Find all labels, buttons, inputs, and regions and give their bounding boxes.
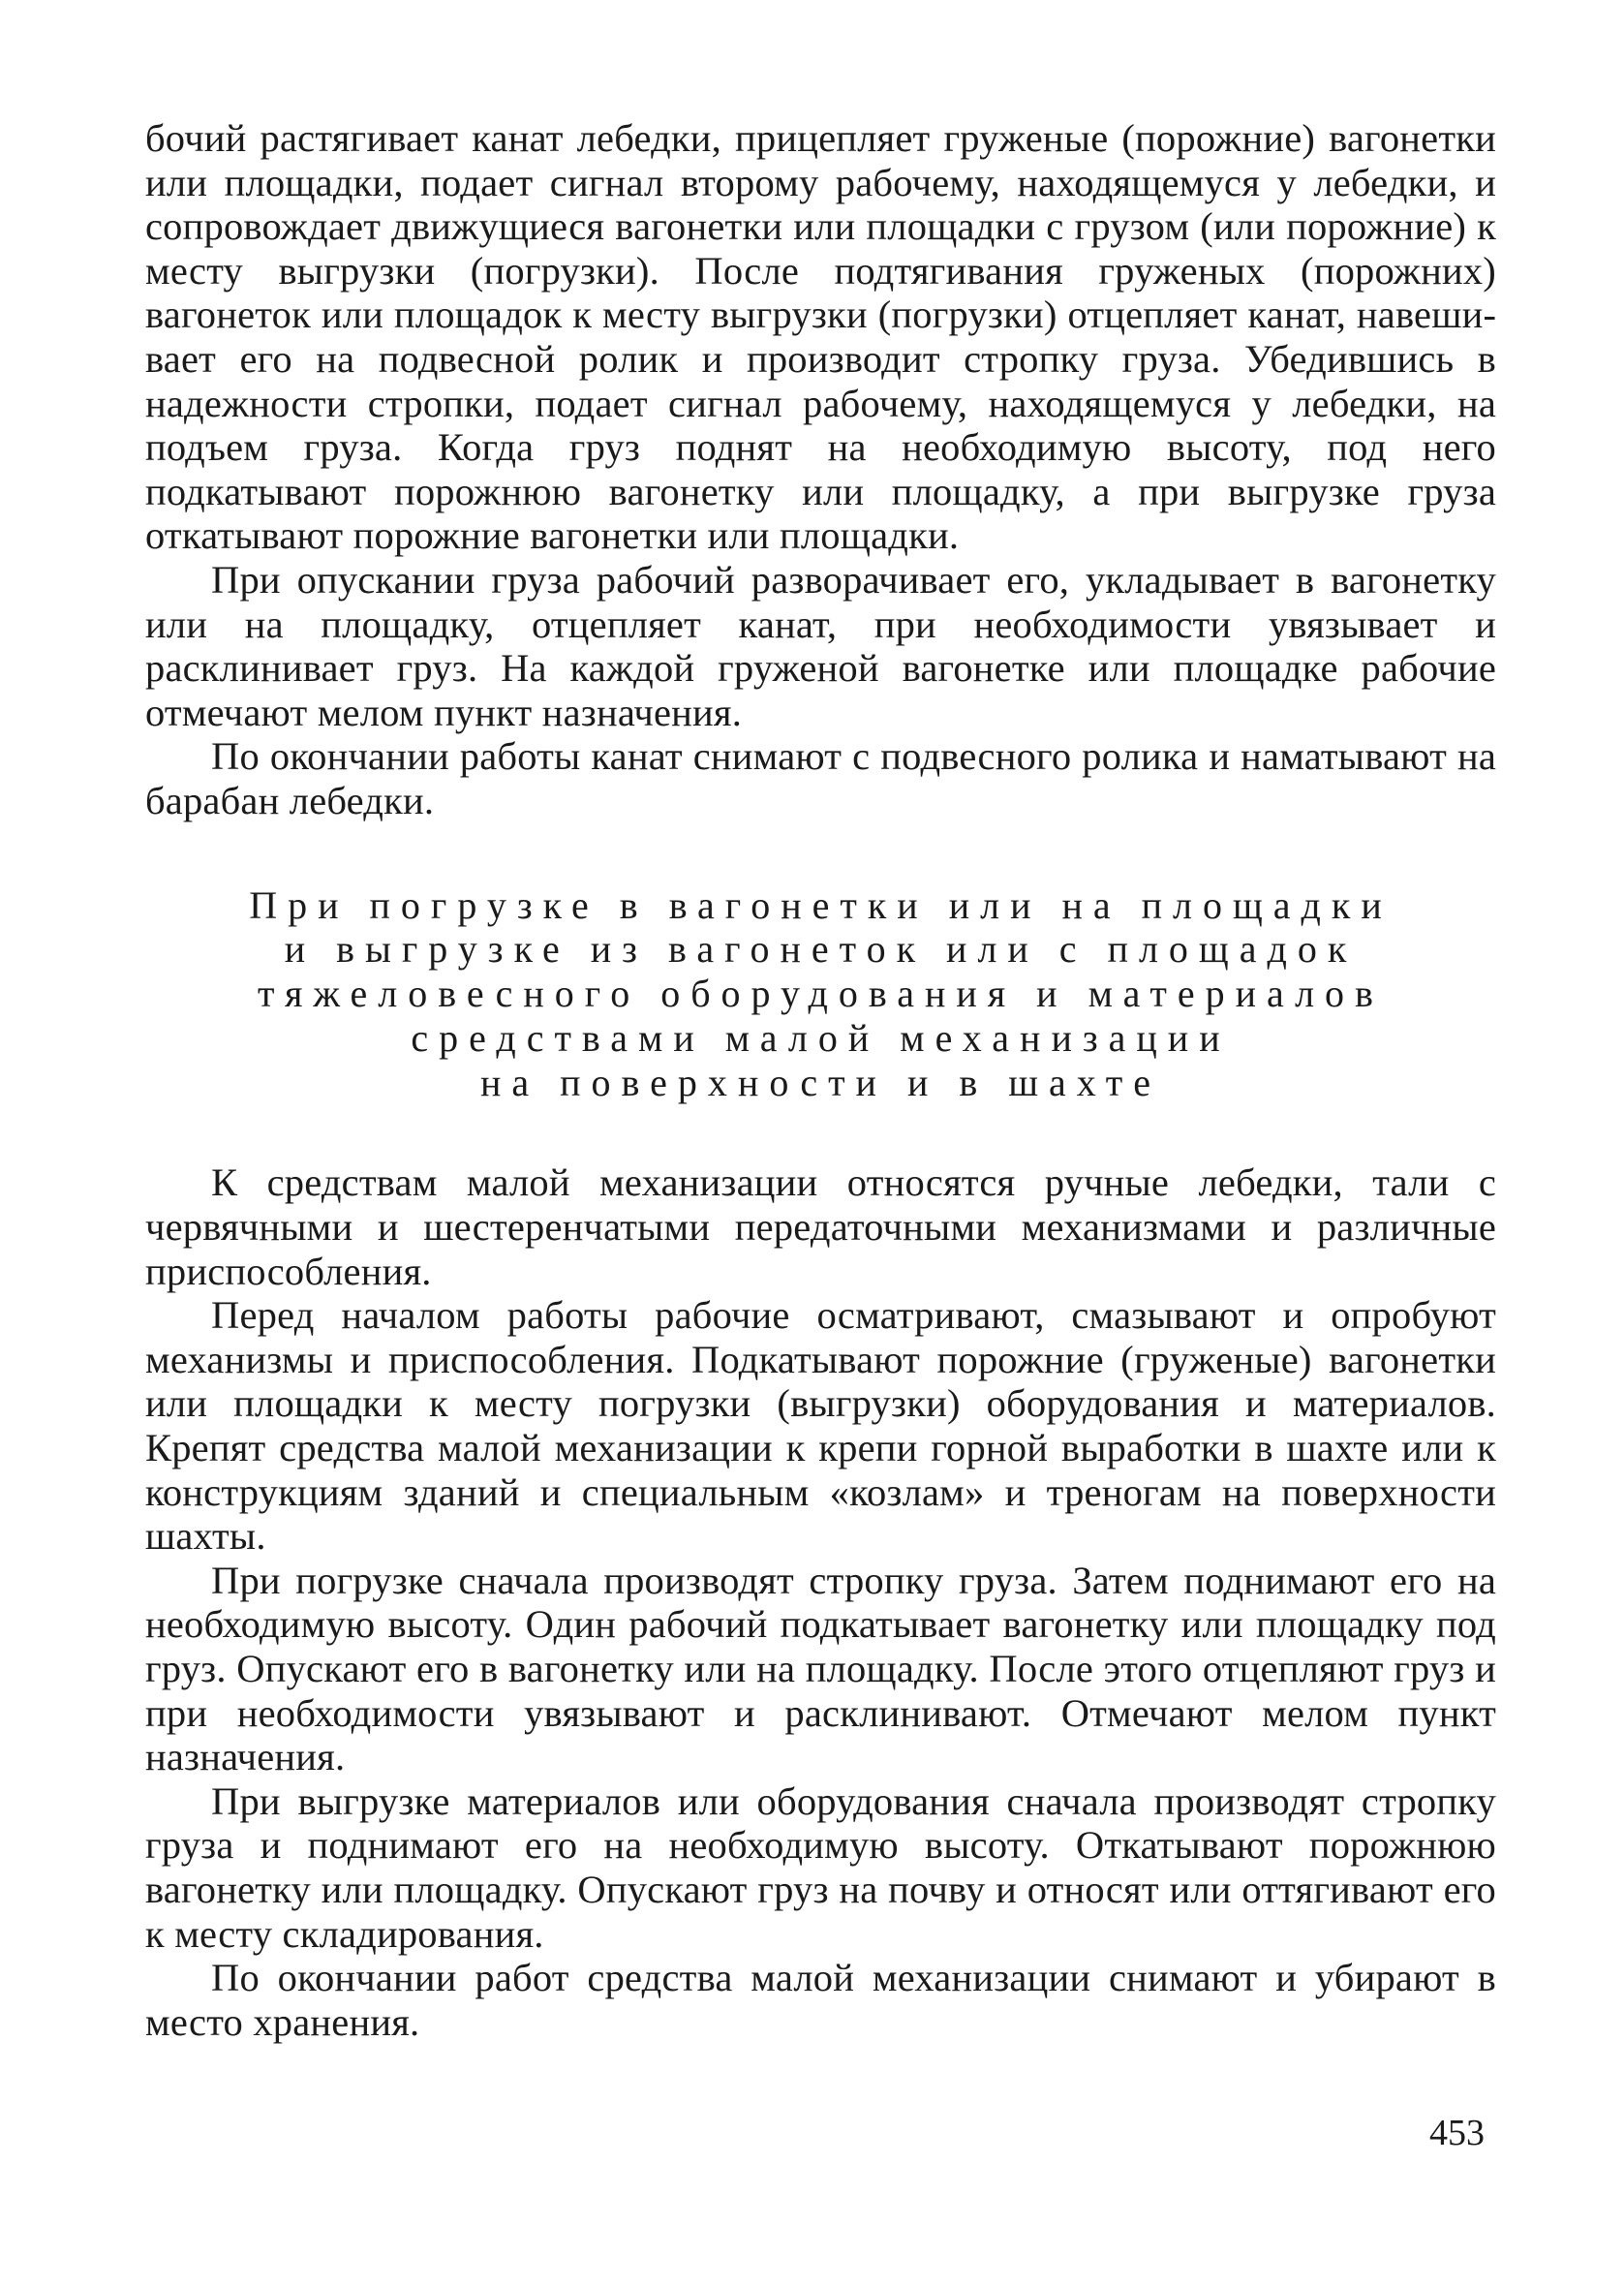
paragraph: По окончании работы канат снимают с подвесного ролика и наматывают на барабан лебедки. xyxy=(145,734,1496,822)
paragraph: При выгрузке материалов или оборудования сначала производят стропку груза и поднимают его на необходимую высоту. Откатывают порожнюю вагонетку или площадку. Опускают груз на почву и относят или оттягивают его к месту складирования. xyxy=(145,1778,1496,1956)
heading-line: и выгрузке из вагонеток или с площадок xyxy=(284,927,1358,972)
paragraph-continuation: бочий растягивает канат лебедки, прицепляет груженые (порожние) вагонетки или площадки, подает сигнал второму рабочему, находящемуся у лебедки, и сопровождает движущиеся вагонетки или площадки с грузом (или порожние) к месту выгрузки (погрузки). После подтягивания груженых (порожних) вагонеток или площадок к месту выгрузки (погрузки) отцепляет канат, навешивает его на подвесной ролик и производит стропку груза. Убедившись в надежности стропки, подает сигнал рабочему, находящемуся у лебедки, на подъем груза. Когда груз поднят на необходимую высоту, под него подкатывают порожнюю вагонетку или площадку, а при выгрузке груза откатывают порожние вагонетки или площадки. xyxy=(145,116,1496,558)
paragraph: При опускании груза рабочий разворачивает его, укладывает в вагонетку или на площадку, отцепляет канат, при необходимости увязывает и расклинивает груз. На каждой груженой вагонетке или площадке рабочие отмечают мелом пункт назначения. xyxy=(145,557,1496,734)
section-heading xyxy=(145,883,1496,1105)
text-block-1 xyxy=(145,116,1496,823)
heading-line: При погрузке в вагонетки или на площадки xyxy=(249,882,1393,927)
paragraph: К средствам малой механизации относятся ручные лебедки, тали с червячными и шестеренчатыми передаточными механизмами и различные приспособления. xyxy=(145,1160,1496,1293)
text-block-2 xyxy=(145,1160,1496,2044)
page-body xyxy=(145,116,1496,2044)
paragraph: По окончании работ средства малой механизации снимают и убирают в место хранения. xyxy=(145,1956,1496,2044)
paragraph: При погрузке сначала производят стропку груза. Затем поднимают его на необходимую высоту. Один рабочий подкатывает вагонетку или площадку под груз. Опускают его в вагонетку или на площадку. После этого отцепляют груз и при необходимости увязывают и расклинивают. Отмечают мелом пункт назначения. xyxy=(145,1558,1496,1779)
page-number: 453 xyxy=(1429,2113,1485,2153)
heading-line: на поверхности и в шахте xyxy=(479,1060,1162,1104)
heading-line: тяжеловесного оборудования и материалов xyxy=(258,972,1384,1016)
heading-line: средствами малой механизации xyxy=(411,1015,1231,1060)
paragraph: Перед началом работы рабочие осматривают, смазывают и опробуют механизмы и приспособления. Подкатывают порожние (груженые) вагонетки или площадки к месту погрузки (выгрузки) оборудования и материалов. Крепят средства малой механизации к крепи горной выработки в шахте или к конструкциям зданий и специальным «козлам» и треногам на поверхности шахты. xyxy=(145,1293,1496,1559)
